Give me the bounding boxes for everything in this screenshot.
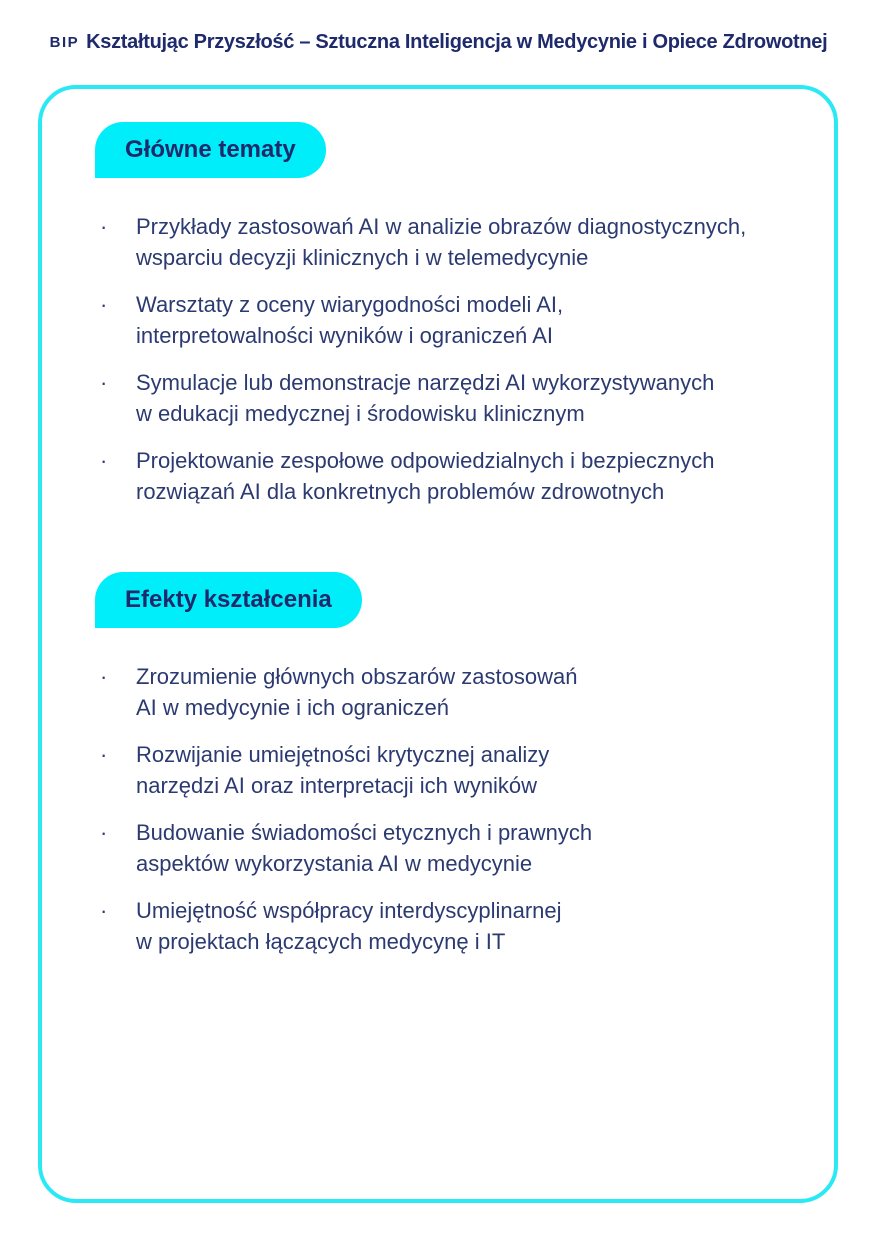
list-item-text: Przykłady zastosowań AI w analizie obrazów diagnostycznych, wsparciu decyzji klinicznych i w telemedycynie [136, 214, 747, 270]
list-item-text: Umiejętność współpracy interdyscyplinarnej w projektach łączących medycynę i IT [136, 898, 562, 954]
bullet-icon: · [100, 898, 108, 923]
list-item [100, 289, 794, 351]
section-heading: Efekty kształcenia [125, 586, 332, 613]
list-item [100, 817, 794, 879]
section-heading-pill [95, 122, 326, 178]
list-item-text: Zrozumienie głównych obszarów zastosowań AI w medycynie i ich ograniczeń [136, 664, 578, 720]
bullet-icon: · [100, 742, 108, 767]
list-item [100, 661, 794, 723]
list-item-text: Warsztaty z oceny wiarygodności modeli AI, interpretowalności wyników i ograniczeń AI [136, 292, 564, 348]
bullet-icon: · [100, 820, 108, 845]
list-item-text: Symulacje lub demonstracje narzędzi AI wykorzystywanych w edukacji medycznej i środowisku klinicznym [136, 370, 715, 426]
bullet-icon: · [100, 664, 108, 689]
section-heading-pill [95, 572, 362, 628]
list-item [100, 367, 794, 429]
bullet-icon: · [100, 370, 108, 395]
list-item-text: Rozwijanie umiejętności krytycznej analizy narzędzi AI oraz interpretacji ich wyników [136, 742, 550, 798]
section-learning-outcomes [95, 572, 794, 957]
bullet-icon: · [100, 448, 108, 473]
page-title [0, 0, 877, 85]
bullet-icon: · [100, 214, 108, 239]
section-main-topics [95, 122, 794, 507]
section-heading: Główne tematy [125, 136, 296, 163]
list-item [100, 445, 794, 507]
list-item [100, 739, 794, 801]
topic-list [100, 661, 794, 957]
bullet-icon: · [100, 292, 108, 317]
topic-list [100, 211, 794, 507]
list-item [100, 895, 794, 957]
list-item [100, 211, 794, 273]
title-prefix: BIP [49, 34, 80, 51]
list-item-text: Projektowanie zespołowe odpowiedzialnych i bezpiecznych rozwiązań AI dla konkretnych problemów zdrowotnych [136, 448, 715, 504]
list-item-text: Budowanie świadomości etycznych i prawnych aspektów wykorzystania AI w medycynie [136, 820, 593, 876]
content-frame [38, 85, 838, 1203]
title-text: Kształtując Przyszłość – Sztuczna Inteligencja w Medycynie i Opiece Zdrowotnej [86, 31, 828, 53]
